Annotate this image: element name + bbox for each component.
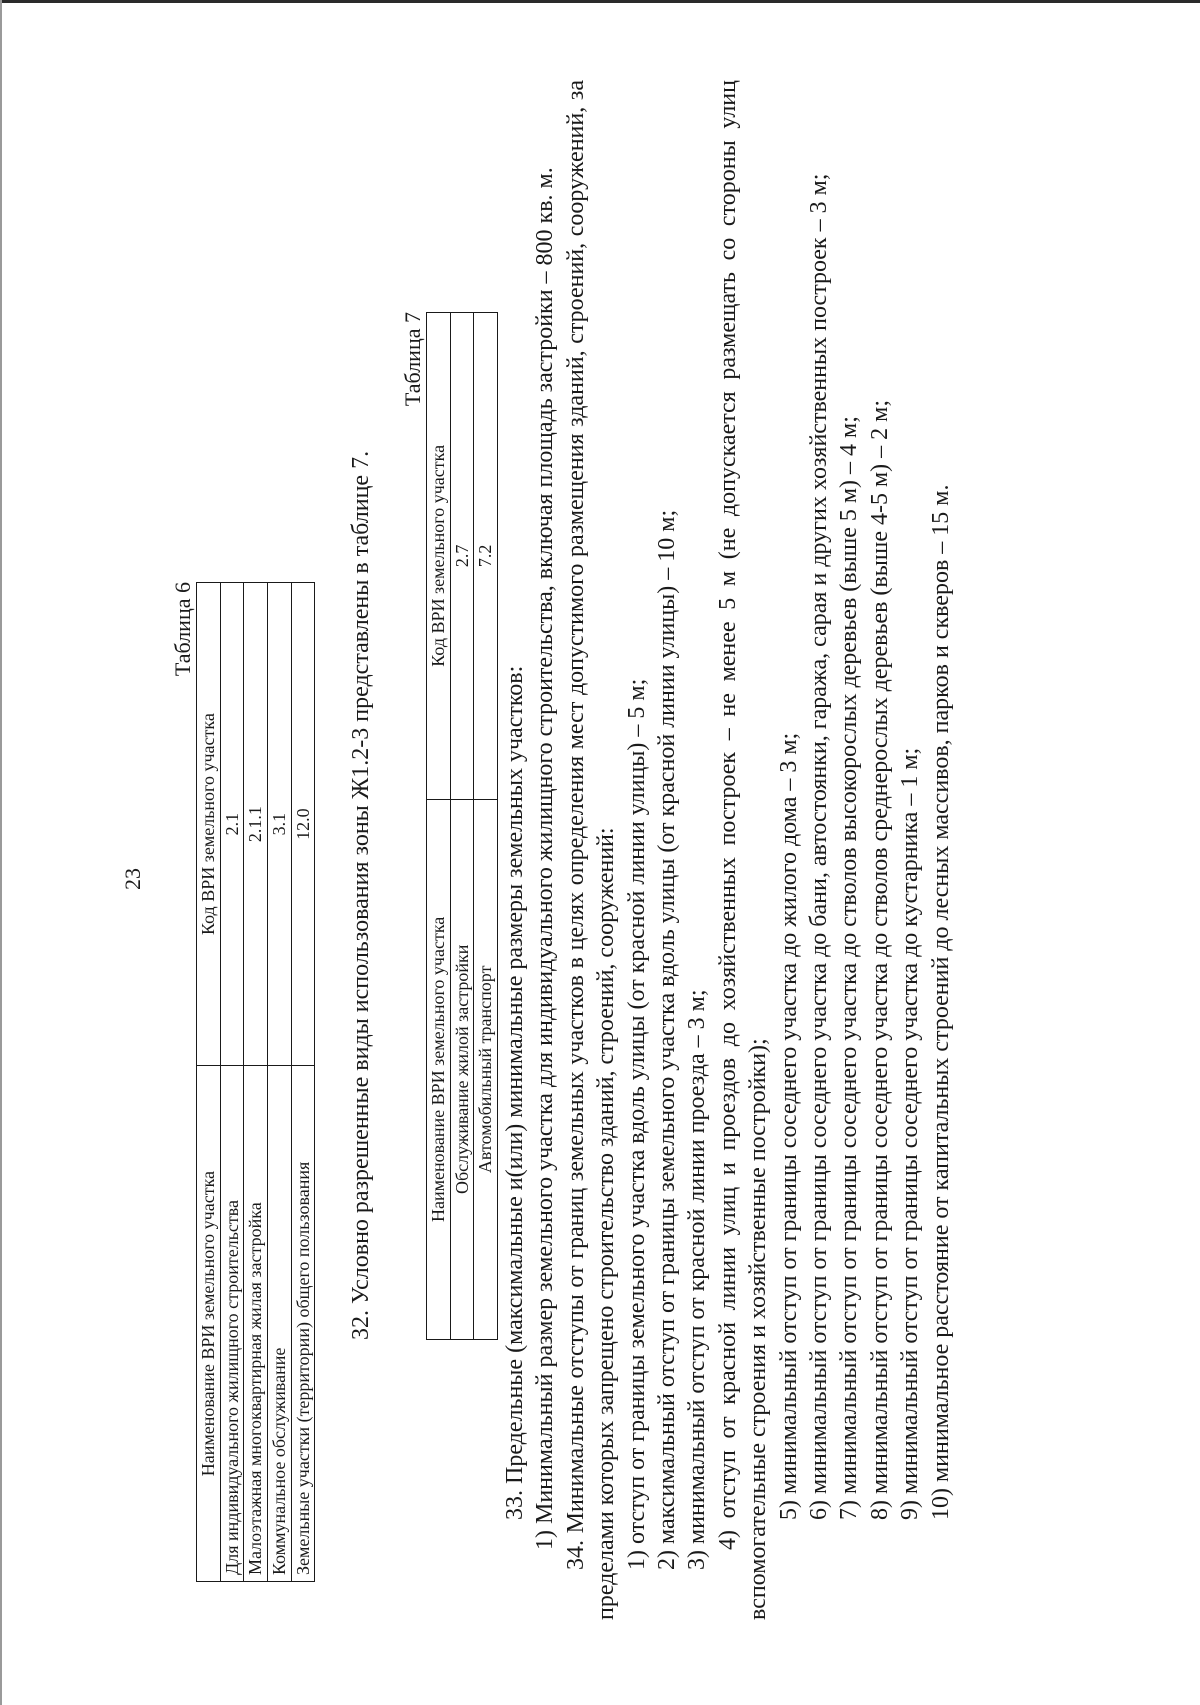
table-cell: 2.7	[450, 313, 474, 800]
table-header-cell: Наименование ВРИ земельного участка	[427, 799, 451, 1339]
section-34-item-1: 1) отступ от границы земельного участка вдоль улицы (от красной линии улицы) – 5 м;	[623, 678, 650, 1570]
table-row	[291, 583, 315, 1582]
section-32-text: 32. Условно разрешенные виды использования зоны Ж1.2-3 представлены в таблице 7.	[348, 450, 374, 1340]
table-row	[450, 313, 474, 1340]
table-row	[474, 313, 498, 1340]
table-7-block	[400, 312, 498, 1340]
table-7-caption: Таблица 7	[400, 312, 425, 407]
section-34-item-8: 8) минимальный отступ от границы соседнего участка до стволов среднерослых деревьев (выше 4-5 м) – 2 м;	[866, 399, 893, 1520]
page-number: 23	[120, 868, 145, 890]
table-cell: Малоэтажная многоквартирная жилая застройка	[244, 1066, 268, 1582]
table-6	[196, 582, 315, 1582]
table-cell: Земельные участки (территории) общего пользования	[291, 1066, 315, 1582]
table-header-cell: Код ВРИ земельного участка	[197, 583, 221, 1066]
table-row	[220, 583, 244, 1582]
section-34-item-10: 10) минимальное расстояние от капитальных строений до лесных массивов, парков и скверов – 15 м.	[927, 484, 954, 1520]
table-header-row	[197, 583, 221, 1582]
table-cell: 7.2	[474, 313, 498, 800]
section-34-item-2: 2) максимальный отступ от границы земельного участка вдоль улицы (от красной линии улицы) – 10 м;	[654, 509, 681, 1570]
table-header-row	[427, 313, 451, 1340]
table-cell: 2.1.1	[244, 583, 268, 1066]
table-6-caption: Таблица 6	[170, 582, 195, 677]
section-34-item-5: 5) минимальный отступ от границы соседнего участка до жилого дома – 3 м;	[775, 732, 802, 1520]
table-cell: Автомобильный транспорт	[474, 799, 498, 1339]
scan-edge-left	[0, 0, 2, 1705]
table-row	[244, 583, 268, 1582]
section-34-item-6: 6) минимальный отступ от границы соседнего участка до бани, автостоянки, гаража, сарая и других хозяйственных построек – 3 м;	[806, 173, 833, 1520]
table-cell: 12.0	[291, 583, 315, 1066]
table-header-cell: Код ВРИ земельного участка	[427, 313, 451, 800]
table-7	[426, 312, 498, 1340]
table-row	[268, 583, 292, 1582]
section-34-item-7: 7) минимальный отступ от границы соседнего участка до стволов высокорослых деревьев (выше 5 м) – 4 м;	[836, 416, 863, 1520]
table-cell: Коммунальное обслуживание	[268, 1066, 292, 1582]
table-cell: 3.1	[268, 583, 292, 1066]
body-text	[500, 80, 956, 1620]
table-cell: 2.1	[220, 583, 244, 1066]
table-cell: Для индивидуального жилищного строительства	[220, 1066, 244, 1582]
section-33-heading: 33. Предельные (максимальные и(или) минимальные размеры земельных участков:	[502, 665, 528, 1520]
table-cell: Обслуживание жилой застройки	[450, 799, 474, 1339]
section-33-item-1: 1) Минимальный размер земельного участка для индивидуального жилищного строительства, включая площадь застройки – 800 кв. м.	[532, 167, 559, 1550]
section-34-item-4: 4) отступ от красной линии улиц и проездов до хозяйственных построек – не менее 5 м (не допускается размещать со стороны улиц вспомогательные строения и хозяйственные постройки);	[714, 80, 772, 1620]
section-34-item-3: 3) минимальный отступ от красной линии проезда – 3 м;	[684, 989, 711, 1570]
document-page	[120, 60, 1120, 1620]
section-34-intro: 34. Минимальные отступы от границ земельных участков в целях определения мест допустимого размещения зданий, строений, сооружений, за пределами которых запрещено строительство зданий, строений, сооружений:	[562, 80, 620, 1620]
table-6-block	[170, 582, 315, 1582]
scan-edge-top	[0, 0, 1200, 3]
section-34-item-9: 9) минимальный отступ от границы соседнего участка до кустарника – 1 м;	[897, 747, 924, 1520]
table-header-cell: Наименование ВРИ земельного участка	[197, 1066, 221, 1582]
